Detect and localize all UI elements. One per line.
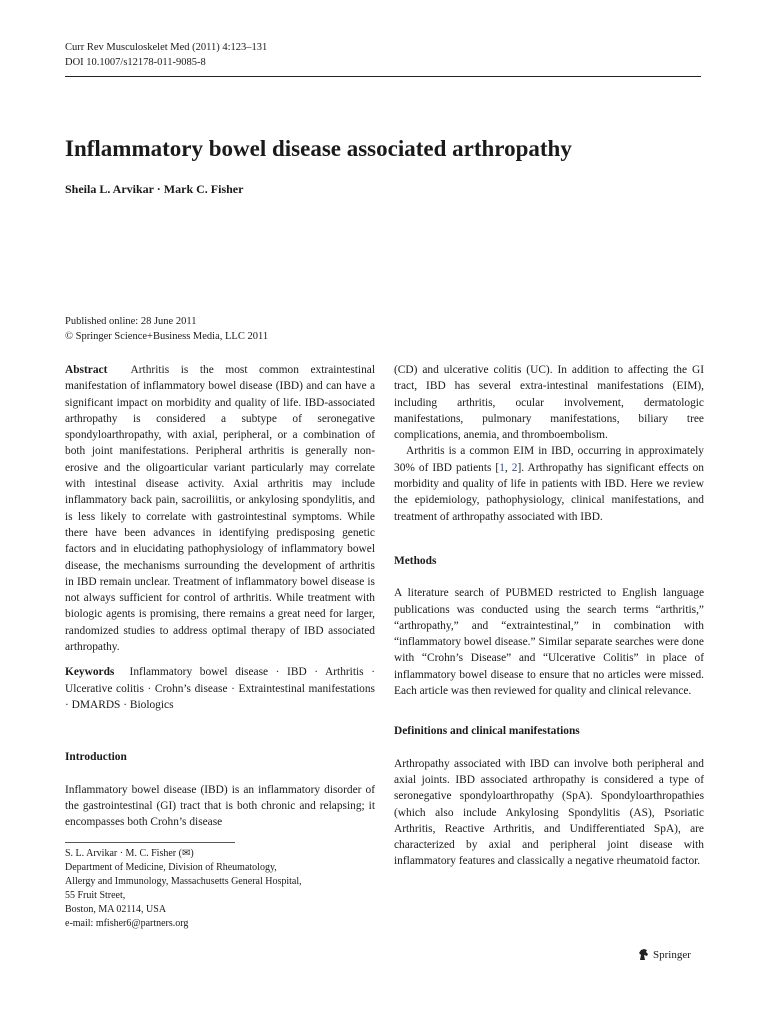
springer-logo — [638, 948, 691, 961]
footnote-hospital: Allergy and Immunology, Massachusetts General Hospital, — [65, 876, 302, 888]
keywords-label: Keywords — [65, 666, 115, 679]
published-online-date: Published online: 28 June 2011 — [65, 316, 197, 327]
author-list: Sheila L. Arvikar · Mark C. Fisher — [65, 182, 244, 196]
citation-separator: , — [504, 461, 512, 474]
abstract-text: Arthritis is the most common extraintestinal manifestation of inflammatory bowel disease (IBD) and can have a significant impact on morbidity and quality of life. IBD-associated arthropathy is considered a subtype of seronegative spondyloarthropathy, with axial, peripheral, or a combination of both joint manifestations. Peripheral arthritis is generally non-erosive and the oligoarticular variant particularly may correlate with intestinal disease activity. Axial arthritis may include inflammatory back pain, sacroiliitis, or ankylosing spondylitis, and is less likely to correlate with gastrointestinal symptoms. While there have been advances in identifying predisposing genetic factors and in elucidating pathophysiology of inflammatory bowel disease, the mechanisms surrounding the development of arthritis in IBD remain unclear. Treatment of inflammatory bowel disease is not always sufficient for control of arthritis. While treatment with biologic agents is promising, there remains a great need for larger, randomized studies to address optimal therapy of IBD associated arthropathy. — [65, 364, 376, 654]
keywords — [65, 664, 375, 713]
publication-info — [65, 314, 268, 344]
journal-header — [65, 40, 267, 70]
paragraph-text: ]. Arthropathy has significant effects on morbidity and quality of life in patients with IBD. Here we review the epidemiology, pathophysiology, clinical manifestations, and treatment of arthropathy associated with IBD. — [394, 461, 704, 523]
citation-link-1[interactable]: 1 — [499, 461, 505, 474]
footnote-city: Boston, MA 02114, USA — [65, 904, 167, 916]
article-title: Inflammatory bowel disease associated arthropathy — [65, 136, 572, 161]
footnote-email[interactable]: e-mail: mfisher6@partners.org — [65, 918, 189, 930]
definitions-heading: Definitions and clinical manifestations — [394, 725, 580, 738]
copyright-line: © Springer Science+Business Media, LLC 2011 — [65, 331, 269, 342]
methods-paragraph: A literature search of PUBMED restricted to English language publications was conducted using the search terms “arthritis,” “arthropathy,” and “extraintestinal,” in combination with “inflammatory bowel disease.” Similar separate searches were done with “Crohn’s Disease” and “Ulcerative Colitis” in place of inflammatory bowel disease to ensure that no articles were missed. Each article was then reviewed for quality and clinical relevance. — [394, 587, 704, 698]
abstract-label: Abstract — [65, 364, 108, 376]
introduction-paragraph-continued: (CD) and ulcerative colitis (UC). In addition to affecting the GI tract, IBD has several extra-intestinal manifestations (EIM), including arthritis, ocular involvement, dermatologic manifestations, pulmonary manifestations, biliary tree complications, anemia, and thromboembolism. — [394, 364, 704, 442]
abstract — [65, 362, 375, 655]
doi[interactable]: DOI 10.1007/s12178-011-9085-8 — [65, 57, 206, 68]
springer-horse-icon — [638, 948, 649, 961]
citation-link-2[interactable]: 2 — [511, 461, 518, 474]
footnote-street: 55 Fruit Street, — [65, 890, 126, 902]
keywords-text: Inflammatory bowel disease · IBD · Arthritis · Ulcerative colitis · Crohn’s disease · Extraintestinal manifestations · DMARDS · Biologics — [65, 666, 375, 711]
left-column — [65, 362, 375, 931]
footnote-rule — [65, 842, 235, 843]
author-affiliation-footnote — [65, 847, 375, 931]
footnote-authors: S. L. Arvikar · M. C. Fisher (✉) — [65, 848, 194, 860]
methods-heading: Methods — [394, 554, 437, 567]
introduction-heading: Introduction — [65, 751, 127, 764]
introduction-paragraph: Inflammatory bowel disease (IBD) is an inflammatory disorder of the gastrointestinal (GI) tract that is both chronic and relapsing; it encompasses both Crohn’s disease — [65, 783, 375, 829]
paragraph-text: Arthritis is a common EIM in IBD, occurring in approximately 30% of IBD patients [ — [394, 445, 704, 474]
footnote-department: Department of Medicine, Division of Rheumatology, — [65, 862, 277, 874]
introduction-paragraph-2 — [394, 443, 704, 524]
definitions-paragraph: Arthropathy associated with IBD can involve both peripheral and axial joints. IBD associated arthropathy is considered a type of seronegative spondyloarthropathy (SpA). Spondyloarthropathies (which also include Ankylosing Spondylitis (AS), Psoriatic Arthritis, Reactive Arthritis, and Undifferentiated SpA), are characterized by axial and peripheral joint disease with inflammatory features and classically a negative rheumatoid factor. — [394, 757, 704, 868]
journal-citation: Curr Rev Musculoskelet Med (2011) 4:123–131 — [65, 42, 268, 53]
right-column — [394, 362, 704, 870]
springer-logo-text: Springer — [653, 948, 691, 961]
header-rule — [65, 76, 701, 77]
